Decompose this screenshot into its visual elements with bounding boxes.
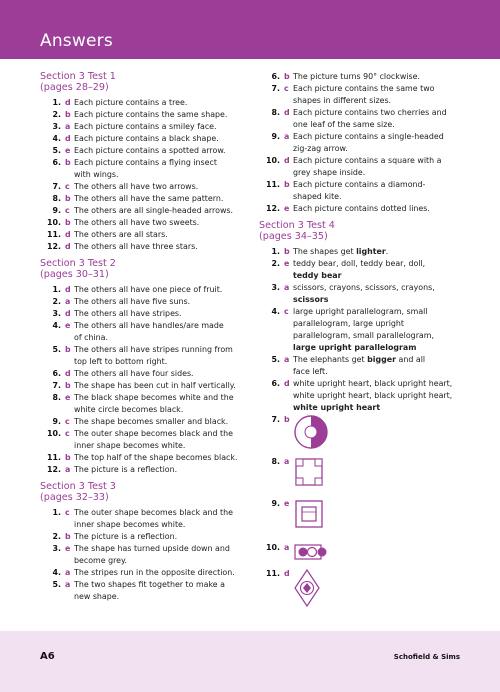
answer-item xyxy=(40,344,250,368)
left-column xyxy=(40,71,250,603)
answer-letter: a xyxy=(65,580,71,589)
picture-answer-item xyxy=(259,568,464,608)
answer-number: 3. xyxy=(52,544,61,553)
answer-line: new shape. xyxy=(74,592,120,601)
answer-item xyxy=(40,241,250,253)
answer-line: The shape has turned upside down and xyxy=(74,544,230,553)
answer-letter: b xyxy=(284,72,290,81)
answer-letter: b xyxy=(65,218,71,227)
answer-item xyxy=(40,416,250,428)
answer-number: 10. xyxy=(47,218,61,227)
answer-letter: d xyxy=(65,242,71,251)
answer-line: The shapes get lighter. xyxy=(293,247,389,256)
answer-item xyxy=(40,193,250,205)
answer-letter: a xyxy=(284,543,290,552)
answer-line: The shape has been cut in half vertically. xyxy=(74,381,236,390)
answer-line: teddy bear, doll, teddy bear, doll, xyxy=(293,259,426,268)
answer-letter: d xyxy=(65,98,71,107)
answer-number: 1. xyxy=(52,285,61,294)
answer-item xyxy=(259,131,464,155)
answer-letter: a xyxy=(65,568,71,577)
answer-item xyxy=(259,203,464,215)
answer-line: The others all have five suns. xyxy=(74,297,191,306)
answer-line: The picture is a reflection. xyxy=(74,465,178,474)
answer-letter: b xyxy=(65,194,71,203)
answer-number: 12. xyxy=(47,465,61,474)
answer-letter: a xyxy=(65,297,71,306)
answer-item xyxy=(40,464,250,476)
answer-line-bold: scissors xyxy=(293,295,329,304)
answer-item xyxy=(40,320,250,344)
picture-answer-item xyxy=(259,542,464,568)
answer-number: 8. xyxy=(52,194,61,203)
picture-answer-item xyxy=(259,414,464,456)
answer-number: 1. xyxy=(52,98,61,107)
answer-item xyxy=(259,378,464,414)
answer-letter: d xyxy=(284,569,290,578)
answer-letter: a xyxy=(284,283,290,292)
answer-line: Each picture contains a diamond- xyxy=(293,180,426,189)
answer-letter: b xyxy=(65,453,71,462)
section-heading-line: (pages 32–33) xyxy=(40,492,109,503)
answer-line-bold: large upright parallelogram xyxy=(293,343,417,352)
answer-line: Each picture contains a flying insect xyxy=(74,158,217,167)
answer-item xyxy=(40,97,250,109)
answer-number: 3. xyxy=(52,309,61,318)
square-in-square-icon xyxy=(293,498,325,534)
answer-number: 8. xyxy=(52,393,61,402)
answer-number: 2. xyxy=(52,532,61,541)
answer-letter: b xyxy=(284,180,290,189)
answer-number: 10. xyxy=(266,156,280,165)
answer-emphasis: bigger xyxy=(367,355,397,364)
answer-number: 9. xyxy=(271,499,280,508)
answer-line: The picture is a reflection. xyxy=(74,532,178,541)
answer-item xyxy=(40,380,250,392)
answer-item xyxy=(40,567,250,579)
answer-letter: e xyxy=(284,259,290,268)
answer-number: 1. xyxy=(52,508,61,517)
answer-number: 7. xyxy=(271,415,280,424)
answer-number: 9. xyxy=(271,132,280,141)
black-white-circle-icon xyxy=(293,414,329,454)
answer-item xyxy=(40,181,250,193)
answer-number: 5. xyxy=(271,355,280,364)
answer-line: parallelogram, large upright xyxy=(293,319,405,328)
rectangle-circles-icon xyxy=(293,542,333,566)
answer-line: The two shapes fit together to make a xyxy=(74,580,225,589)
answer-letter: b xyxy=(65,158,71,167)
answer-line: scissors, crayons, scissors, crayons, xyxy=(293,283,435,292)
answer-line-bold: teddy bear xyxy=(293,271,342,280)
answer-line: The top half of the shape becomes black. xyxy=(74,453,238,462)
answer-line: Each picture contains the same two xyxy=(293,84,435,93)
answer-line: The outer shape becomes black and the xyxy=(74,508,233,517)
section-heading xyxy=(40,71,250,93)
answer-item xyxy=(259,155,464,179)
answer-line: The picture turns 90° clockwise. xyxy=(293,72,420,81)
answer-number: 8. xyxy=(271,457,280,466)
answer-line: The others all have four sides. xyxy=(74,369,194,378)
answer-line: The elephants get bigger and all xyxy=(293,355,426,364)
answer-line: Each picture contains dotted lines. xyxy=(293,204,430,213)
answer-line: with wings. xyxy=(74,170,119,179)
answer-line: large upright parallelogram, small xyxy=(293,307,428,316)
answer-line: white upright heart, black upright heart, xyxy=(293,391,453,400)
answer-line: The shape becomes smaller and black. xyxy=(74,417,229,426)
answer-line: one leaf of the same size. xyxy=(293,120,395,129)
answer-item xyxy=(40,308,250,320)
footer-bar xyxy=(0,631,500,692)
answer-item xyxy=(259,83,464,107)
answer-number: 3. xyxy=(271,283,280,292)
answer-number: 11. xyxy=(47,230,61,239)
answer-number: 11. xyxy=(47,453,61,462)
answer-line: top left to bottom right. xyxy=(74,357,168,366)
answer-item xyxy=(40,543,250,567)
answer-item xyxy=(40,229,250,241)
answer-item xyxy=(40,368,250,380)
answer-item xyxy=(259,354,464,378)
answer-item xyxy=(259,306,464,354)
answer-item xyxy=(40,296,250,308)
answer-item xyxy=(40,392,250,416)
answer-line: The others all have stripes. xyxy=(74,309,182,318)
answer-item xyxy=(40,531,250,543)
answer-letter: d xyxy=(65,369,71,378)
answer-line: zig-zag arrow. xyxy=(293,144,348,153)
answer-letter: a xyxy=(284,457,290,466)
square-corner-squares-icon xyxy=(293,456,325,492)
answer-number: 1. xyxy=(271,247,280,256)
answer-letter: d xyxy=(284,108,290,117)
answer-line: The others all have stripes running from xyxy=(74,345,233,354)
answer-line: The stripes run in the opposite direction. xyxy=(74,568,235,577)
answer-item xyxy=(259,179,464,203)
answer-number: 12. xyxy=(266,204,280,213)
answer-number: 4. xyxy=(52,568,61,577)
answer-line: The others all have one piece of fruit. xyxy=(74,285,223,294)
answer-line: grey shape inside. xyxy=(293,168,366,177)
answer-item xyxy=(40,452,250,464)
answer-number: 6. xyxy=(271,379,280,388)
answer-line: become grey. xyxy=(74,556,128,565)
answer-line-bold: white upright heart xyxy=(293,403,381,412)
answer-line: The others all have the same pattern. xyxy=(74,194,224,203)
picture-answer-item xyxy=(259,456,464,498)
answer-number: 5. xyxy=(52,146,61,155)
answer-item xyxy=(40,145,250,157)
answer-number: 2. xyxy=(52,297,61,306)
answer-line: shapes in different sizes. xyxy=(293,96,392,105)
answer-number: 7. xyxy=(271,84,280,93)
answer-letter: c xyxy=(65,508,70,517)
answer-line: shaped kite. xyxy=(293,192,342,201)
answer-letter: d xyxy=(65,134,71,143)
page-number: A6 xyxy=(40,651,55,662)
answer-item xyxy=(259,246,464,258)
answer-number: 11. xyxy=(266,569,280,578)
answer-letter: b xyxy=(65,381,71,390)
answer-number: 9. xyxy=(52,417,61,426)
answer-line: The others are all stars. xyxy=(74,230,168,239)
answer-number: 5. xyxy=(52,345,61,354)
answer-number: 11. xyxy=(266,180,280,189)
answer-line: Each picture contains two cherries and xyxy=(293,108,447,117)
answer-line: Each picture contains a smiley face. xyxy=(74,122,217,131)
answer-number: 5. xyxy=(52,580,61,589)
answer-item xyxy=(40,109,250,121)
answer-line: The others all have two sweets. xyxy=(74,218,200,227)
answer-number: 9. xyxy=(52,206,61,215)
section-heading-line: (pages 28–29) xyxy=(40,82,109,93)
section-heading-line: (pages 30–31) xyxy=(40,269,109,280)
answer-letter: a xyxy=(65,465,71,474)
answer-letter: a xyxy=(65,122,71,131)
answer-line: Each picture contains a tree. xyxy=(74,98,188,107)
answer-letter: c xyxy=(284,307,289,316)
answer-letter: e xyxy=(65,321,71,330)
answer-letter: b xyxy=(284,247,290,256)
answer-line: Each picture contains the same shape. xyxy=(74,110,228,119)
answer-line: The others all have handles/are made xyxy=(74,321,224,330)
section-heading-line: Section 3 Test 4 xyxy=(259,220,335,231)
section-heading-line: Section 3 Test 1 xyxy=(40,71,116,82)
answer-line: The others all have two arrows. xyxy=(74,182,199,191)
answer-number: 8. xyxy=(271,108,280,117)
section-heading xyxy=(259,220,464,242)
answer-letter: d xyxy=(284,379,290,388)
answer-letter: c xyxy=(65,206,70,215)
answer-item xyxy=(40,121,250,133)
answer-item xyxy=(40,133,250,145)
section-heading-line: (pages 34–35) xyxy=(259,231,328,242)
answer-number: 2. xyxy=(52,110,61,119)
answer-item xyxy=(40,428,250,452)
answer-number: 7. xyxy=(52,182,61,191)
right-column xyxy=(259,71,464,608)
answer-emphasis: lighter xyxy=(356,247,386,256)
answer-letter: a xyxy=(284,132,290,141)
answer-number: 6. xyxy=(52,158,61,167)
answer-item xyxy=(40,217,250,229)
answer-letter: e xyxy=(284,204,290,213)
section-heading xyxy=(40,258,250,280)
answer-line: Each picture contains a square with a xyxy=(293,156,442,165)
answer-item xyxy=(40,284,250,296)
answer-letter: e xyxy=(65,544,71,553)
answer-line: The outer shape becomes black and the xyxy=(74,429,233,438)
answer-letter: b xyxy=(65,110,71,119)
answer-letter: c xyxy=(65,429,70,438)
answer-letter: d xyxy=(65,285,71,294)
answer-number: 10. xyxy=(266,543,280,552)
answer-letter: b xyxy=(65,532,71,541)
answer-line: face left. xyxy=(293,367,328,376)
answer-letter: e xyxy=(65,393,71,402)
answer-letter: c xyxy=(65,182,70,191)
answer-letter: b xyxy=(65,345,71,354)
section-heading xyxy=(40,481,250,503)
answer-line: Each picture contains a single-headed xyxy=(293,132,444,141)
answer-item xyxy=(40,507,250,531)
answer-line: Each picture contains a black shape. xyxy=(74,134,219,143)
answer-item xyxy=(259,258,464,282)
section-heading-line: Section 3 Test 2 xyxy=(40,258,116,269)
answer-letter: d xyxy=(284,156,290,165)
answer-line: The others all have three stars. xyxy=(74,242,198,251)
answer-number: 4. xyxy=(52,321,61,330)
picture-answer-item xyxy=(259,498,464,542)
answer-line: The others are all single-headed arrows. xyxy=(74,206,234,215)
answer-item xyxy=(40,579,250,603)
answer-letter: a xyxy=(284,355,290,364)
answer-line: of china. xyxy=(74,333,108,342)
answer-item xyxy=(40,157,250,181)
answer-number: 7. xyxy=(52,381,61,390)
answer-line: white upright heart, black upright heart, xyxy=(293,379,453,388)
answer-line: inner shape becomes white. xyxy=(74,520,186,529)
answer-line: parallelogram, small parallelogram, xyxy=(293,331,434,340)
answer-number: 3. xyxy=(52,122,61,131)
answer-number: 6. xyxy=(271,72,280,81)
answer-letter: c xyxy=(284,84,289,93)
answer-number: 2. xyxy=(271,259,280,268)
answer-letter: d xyxy=(65,230,71,239)
answer-item xyxy=(40,205,250,217)
publisher-name: Schofield & Sims xyxy=(393,653,460,661)
answer-letter: e xyxy=(65,146,71,155)
answer-line: The black shape becomes white and the xyxy=(74,393,234,402)
answer-letter: e xyxy=(284,499,290,508)
answer-number: 12. xyxy=(47,242,61,251)
answer-number: 6. xyxy=(52,369,61,378)
answer-line: Each picture contains a spotted arrow. xyxy=(74,146,226,155)
answer-letter: b xyxy=(284,415,290,424)
answer-line: inner shape becomes white. xyxy=(74,441,186,450)
answer-item xyxy=(259,71,464,83)
page-title: Answers xyxy=(40,31,113,51)
answer-number: 10. xyxy=(47,429,61,438)
answer-number: 4. xyxy=(52,134,61,143)
answer-number: 4. xyxy=(271,307,280,316)
diamond-circle-icon xyxy=(293,568,321,612)
section-heading-line: Section 3 Test 3 xyxy=(40,481,116,492)
answer-line: white circle becomes black. xyxy=(74,405,184,414)
answer-item xyxy=(259,282,464,306)
answer-letter: c xyxy=(65,417,70,426)
answer-letter: d xyxy=(65,309,71,318)
answer-item xyxy=(259,107,464,131)
